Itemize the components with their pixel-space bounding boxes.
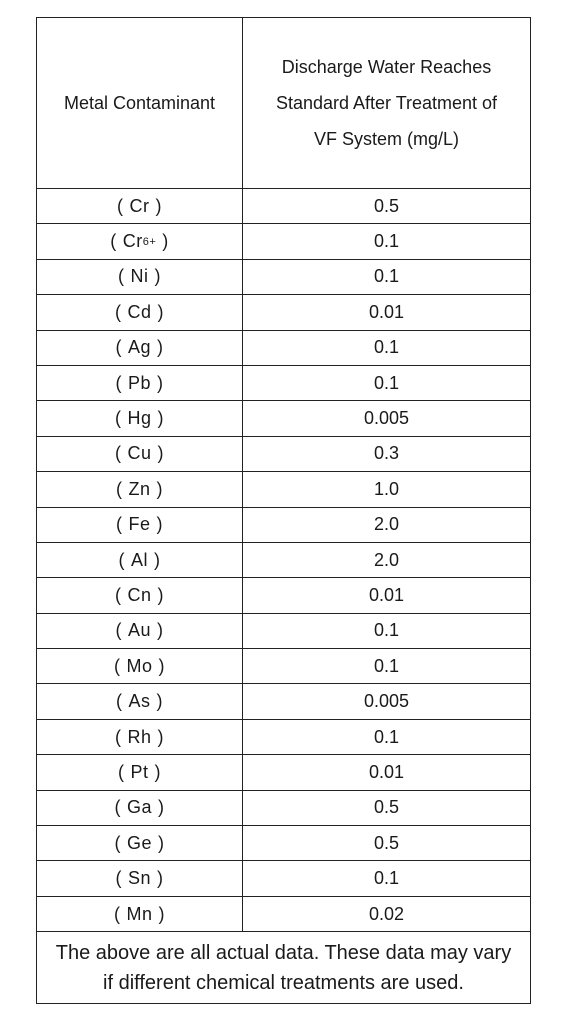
- standard-value-cell: 0.1: [373, 655, 400, 676]
- metal-symbol: Rh: [127, 726, 152, 747]
- table-row: [37, 826, 530, 861]
- close-paren: ): [155, 195, 162, 216]
- metal-symbol: Cd: [127, 301, 152, 322]
- table-row: [37, 401, 530, 436]
- open-paren: (: [114, 443, 122, 464]
- open-paren: (: [114, 726, 122, 747]
- open-paren: (: [114, 832, 121, 853]
- open-paren: (: [114, 584, 122, 605]
- table-row: [37, 295, 530, 330]
- close-paren: ): [154, 266, 161, 287]
- standard-value-cell: 0.1: [373, 868, 400, 889]
- metal-symbol: Cr: [122, 231, 143, 252]
- footnote-line-2: if different chemical treatments are used.: [103, 971, 464, 994]
- table-row: [37, 897, 530, 932]
- metal-symbol: Ge: [126, 832, 152, 853]
- header-discharge-standard: [243, 18, 530, 188]
- standard-value-cell: 0.5: [373, 195, 400, 216]
- metal-symbol: Ga: [126, 797, 152, 818]
- header-standard-line-2: Standard After Treatment of: [275, 93, 498, 113]
- standard-value-cell: 0.1: [373, 726, 400, 747]
- header-standard-line-3: VF System (mg/L): [313, 129, 460, 149]
- standard-value-cell: 0.02: [368, 903, 405, 924]
- metal-symbol: Cn: [127, 584, 152, 605]
- table-row: [37, 224, 530, 259]
- standard-value-cell: 0.1: [373, 620, 400, 641]
- table-row: [37, 260, 530, 295]
- close-paren: ): [157, 301, 164, 322]
- metal-cell: [37, 755, 243, 789]
- close-paren: ): [157, 584, 164, 605]
- metal-cell: [37, 791, 243, 825]
- close-paren: ): [158, 832, 165, 853]
- metal-symbol: Ag: [127, 337, 152, 358]
- standard-value-cell: 0.005: [363, 691, 410, 712]
- metal-symbol: Pb: [127, 372, 152, 393]
- standard-value-cell: 0.1: [373, 231, 400, 252]
- metal-symbol: Hg: [127, 408, 152, 429]
- metal-cell: [37, 614, 243, 648]
- metal-cell: [37, 437, 243, 471]
- close-paren: ): [157, 620, 164, 641]
- table-footnote: [37, 932, 530, 1003]
- close-paren: ): [156, 478, 163, 499]
- table-row: [37, 472, 530, 507]
- close-paren: ): [154, 761, 161, 782]
- open-paren: (: [115, 691, 123, 712]
- open-paren: (: [117, 195, 124, 216]
- table-row: [37, 649, 530, 684]
- table-header: [37, 18, 530, 189]
- table-row: [37, 614, 530, 649]
- table-row: [37, 508, 530, 543]
- open-paren: (: [113, 903, 121, 924]
- table-row: [37, 755, 530, 790]
- open-paren: (: [115, 337, 122, 358]
- close-paren: ): [158, 797, 165, 818]
- close-paren: ): [157, 372, 164, 393]
- metal-cell: [37, 508, 243, 542]
- metal-symbol: Sn: [127, 868, 152, 889]
- close-paren: ): [156, 514, 163, 535]
- metal-cell: [37, 472, 243, 506]
- close-paren: ): [157, 337, 164, 358]
- metal-cell: [37, 897, 243, 931]
- open-paren: (: [114, 408, 122, 429]
- standard-value-cell: 0.1: [373, 372, 400, 393]
- table-row: [37, 861, 530, 896]
- metal-cell: [37, 224, 243, 258]
- standard-value-cell: 0.005: [363, 408, 410, 429]
- standard-value-cell: 0.5: [373, 832, 400, 853]
- open-paren: (: [115, 514, 123, 535]
- open-paren: (: [115, 868, 122, 889]
- close-paren: ): [157, 408, 164, 429]
- contaminant-table: [36, 17, 531, 1004]
- metal-cell: [37, 720, 243, 754]
- open-paren: (: [118, 266, 125, 287]
- metal-cell: [37, 366, 243, 400]
- table-row: [37, 791, 530, 826]
- open-paren: (: [115, 620, 122, 641]
- metal-symbol: Mo: [126, 655, 153, 676]
- table-body: [37, 189, 530, 932]
- standard-value-cell: 0.3: [373, 443, 400, 464]
- header-metal-contaminant: Metal Contaminant: [37, 18, 243, 188]
- metal-cell: [37, 578, 243, 612]
- metal-cell: [37, 543, 243, 577]
- metal-symbol: Mn: [126, 903, 153, 924]
- metal-cell: [37, 826, 243, 860]
- metal-symbol: Zn: [128, 478, 151, 499]
- metal-symbol: Ni: [130, 266, 149, 287]
- metal-symbol: Pt: [130, 761, 149, 782]
- header-standard-line-1: Discharge Water Reaches: [281, 57, 492, 77]
- table-row: [37, 366, 530, 401]
- metal-cell: [37, 861, 243, 895]
- metal-cell: [37, 260, 243, 294]
- table-row: [37, 189, 530, 224]
- standard-value-cell: 0.1: [373, 337, 400, 358]
- open-paren: (: [118, 549, 125, 570]
- standard-value-cell: 0.01: [368, 584, 405, 605]
- open-paren: (: [114, 797, 121, 818]
- metal-cell: [37, 295, 243, 329]
- table-row: [37, 437, 530, 472]
- metal-symbol: Au: [127, 620, 152, 641]
- table-row: [37, 720, 530, 755]
- close-paren: ): [162, 231, 169, 252]
- close-paren: ): [157, 726, 164, 747]
- metal-cell: [37, 684, 243, 718]
- standard-value-cell: 1.0: [373, 478, 400, 499]
- standard-value-cell: 2.0: [373, 514, 400, 535]
- metal-cell: [37, 331, 243, 365]
- metal-cell: [37, 401, 243, 435]
- table-row: [37, 331, 530, 366]
- metal-cell: [37, 189, 243, 223]
- standard-value-cell: 0.1: [373, 266, 400, 287]
- table-row: [37, 578, 530, 613]
- close-paren: ): [156, 691, 163, 712]
- open-paren: (: [115, 478, 123, 499]
- close-paren: ): [158, 903, 165, 924]
- standard-value-cell: 0.01: [368, 761, 405, 782]
- open-paren: (: [113, 655, 121, 676]
- standard-value-cell: 0.01: [368, 301, 405, 322]
- standard-value-cell: 0.5: [373, 797, 400, 818]
- metal-symbol: As: [128, 691, 151, 712]
- footnote-line-1: The above are all actual data. These data may vary: [55, 941, 512, 964]
- open-paren: (: [115, 372, 122, 393]
- open-paren: (: [110, 231, 117, 252]
- table-row: [37, 684, 530, 719]
- close-paren: ): [158, 655, 165, 676]
- close-paren: ): [154, 549, 161, 570]
- open-paren: (: [114, 301, 122, 322]
- metal-symbol: Cr: [129, 195, 150, 216]
- table-row: [37, 543, 530, 578]
- metal-symbol: Fe: [128, 514, 151, 535]
- close-paren: ): [157, 443, 164, 464]
- metal-symbol: Cu: [127, 443, 152, 464]
- metal-charge: 6+: [142, 235, 157, 248]
- standard-value-cell: 2.0: [373, 549, 400, 570]
- close-paren: ): [157, 868, 164, 889]
- metal-cell: [37, 649, 243, 683]
- metal-symbol: Al: [130, 549, 148, 570]
- open-paren: (: [117, 761, 125, 782]
